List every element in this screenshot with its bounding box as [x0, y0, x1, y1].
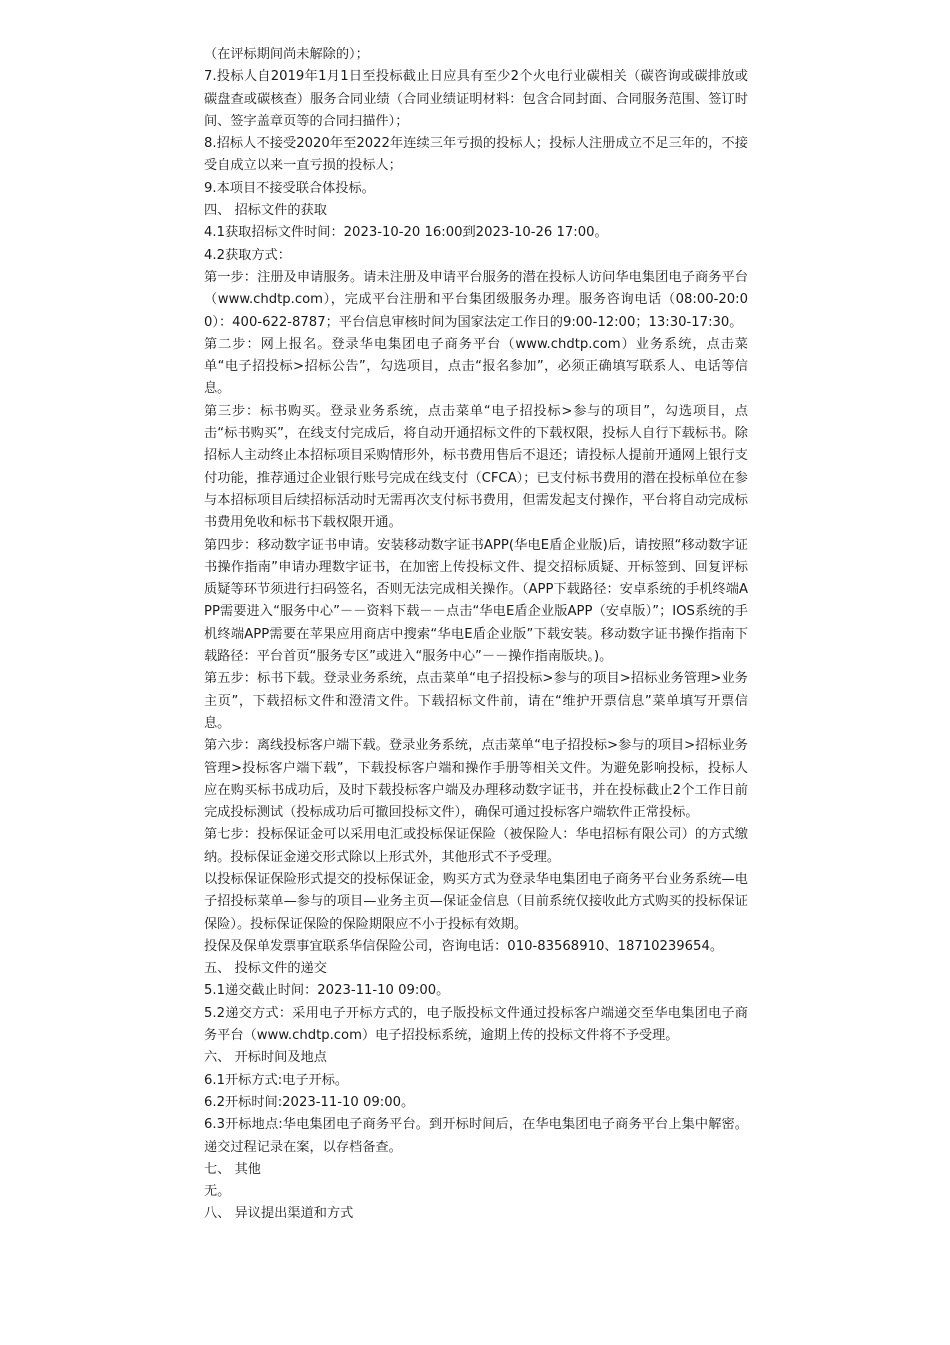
paragraph-step-2: 第二步：网上报名。登录华电集团电子商务平台（www.chdtp.com）业务系统，点击菜单“电子招投标>招标公告”，勾选项目，点击“报名参加”，必须正确填写联系人、电话等信息。	[204, 336, 748, 397]
section-heading-4: 四、 招标文件的获取	[204, 203, 327, 219]
paragraph-5-2: 5.2递交方式：采用电子开标方式的，电子版投标文件通过投标客户端递交至华电集团电子商务平台（www.chdtp.com）电子招投标系统，逾期上传的投标文件将不予受理。	[204, 1005, 748, 1044]
paragraph-requirement-9: 9.本项目不接受联合体投标。	[204, 180, 375, 196]
paragraph-step-6: 第六步：离线投标客户端下载。登录业务系统，点击菜单“电子招投标>参与的项目>招标业务管理>投标客户端下载”，下载投标客户端和操作手册等相关文件。为避免影响投标，投标人应在购买标书成功后，及时下载投标客户端及办理移动数字证书，并在投标截止2个工作日前完成投标测试（投标成功后可撤回投标文件），确保可通过投标客户端软件正常投标。	[204, 738, 748, 821]
paragraph-6-1: 6.1开标方式:电子开标。	[204, 1072, 349, 1088]
document-body	[204, 44, 748, 1226]
paragraph-4-2: 4.2获取方式：	[204, 247, 291, 263]
section-heading-5: 五、 投标文件的递交	[204, 961, 327, 977]
section-heading-7: 七、 其他	[204, 1161, 261, 1177]
paragraph-step-3: 第三步：标书购买。登录业务系统，点击菜单“电子招投标>参与的项目”，勾选项目，点击“标书购买”，在线支付完成后，将自动开通招标文件的下载权限，投标人自行下载标书。除招标人主动终止本招标项目采购情形外，标书费用售后不退还；请投标人提前开通网上银行支付功能，推荐通过企业银行账号完成在线支付（CFCA）；已支付标书费用的潜在投标单位在参与本招标项目后续招标活动时无需再次支付标书费用，但需发起支付操作，平台将自动完成标书费用免收和标书下载权限开通。	[204, 403, 748, 531]
paragraph-step-4: 第四步：移动数字证书申请。安装移动数字证书APP(华电E盾企业版)后，请按照“移动数字证书操作指南”申请办理数字证书，在加密上传投标文件、提交招标质疑、开标签到、回复评标质疑等环节须进行扫码签名，否则无法完成相关操作。（APP下载路径：安卓系统的手机终端APP需要进入“服务中心”－－资料下载－－点击“华电E盾企业版APP（安卓版）”；IOS系统的手机终端APP需要在苹果应用商店中搜索“华电E盾企业版”下载安装。移动数字证书操作指南下载路径：平台首页“服务专区”或进入“服务中心”－－操作指南版块。)。	[204, 537, 748, 665]
paragraph-5-1: 5.1递交截止时间：2023-11-10 09:00。	[204, 983, 450, 999]
paragraph-4-1: 4.1获取招标文件时间：2023-10-20 16:00到2023-10-26 17:00。	[204, 225, 608, 241]
paragraph-6-2: 6.2开标时间:2023-11-10 09:00。	[204, 1094, 415, 1110]
paragraph-pending-penalty: （在评标期间尚未解除的）；	[204, 47, 369, 62]
paragraph-6-3: 6.3开标地点:华电集团电子商务平台。到开标时间后，在华电集团电子商务平台上集中解密。递交过程记录在案，以存档备查。	[204, 1117, 748, 1155]
paragraph-requirement-7: 7.投标人自2019年1月1日至投标截止日应具有至少2个火电行业碳相关（碳咨询或碳排放或碳盘查或碳核查）服务合同业绩（合同业绩证明材料：包含合同封面、合同服务范围、签订时间、签字盖章页等的合同扫描件）；	[204, 69, 748, 129]
paragraph-step-7: 第七步：投标保证金可以采用电汇或投标保证保险（被保险人：华电招标有限公司）的方式缴纳。投标保证金递交形式除以上形式外，其他形式不予受理。	[204, 827, 748, 865]
paragraph-none: 无。	[204, 1184, 231, 1200]
paragraph-requirement-8: 8.招标人不接受2020年至2022年连续三年亏损的投标人；投标人注册成立不足三年的，不接受自成立以来一直亏损的投标人；	[204, 136, 748, 174]
section-heading-8: 八、 异议提出渠道和方式	[204, 1206, 354, 1222]
paragraph-step-1: 第一步：注册及申请服务。请未注册及申请平台服务的潜在投标人访问华电集团电子商务平台（www.chdtp.com），完成平台注册和平台集团级服务办理。服务咨询电话（08:00-20:00）：400-622-8787；平台信息审核时间为国家法定工作日的9:00-12:00；13:30-17:30。	[204, 269, 748, 330]
section-heading-6: 六、 开标时间及地点	[204, 1050, 327, 1066]
paragraph-step-5: 第五步：标书下载。登录业务系统，点击菜单“电子招投标>参与的项目>招标业务管理>业务主页”，下载招标文件和澄清文件。下载招标文件前，请在“维护开票信息”菜单填写开票信息。	[204, 671, 748, 731]
paragraph-guarantee-insurance: 以投标保证保险形式提交的投标保证金，购买方式为登录华电集团电子商务平台业务系统—电子招投标菜单—参与的项目—业务主页—保证金信息（目前系统仅接收此方式购买的投标保证保险）。投标保证保险的保险期限应不小于投标有效期。	[204, 871, 748, 932]
paragraph-insurance-contact: 投保及保单发票事宜联系华信保险公司，咨询电话：010-83568910、18710239654。	[204, 938, 724, 954]
